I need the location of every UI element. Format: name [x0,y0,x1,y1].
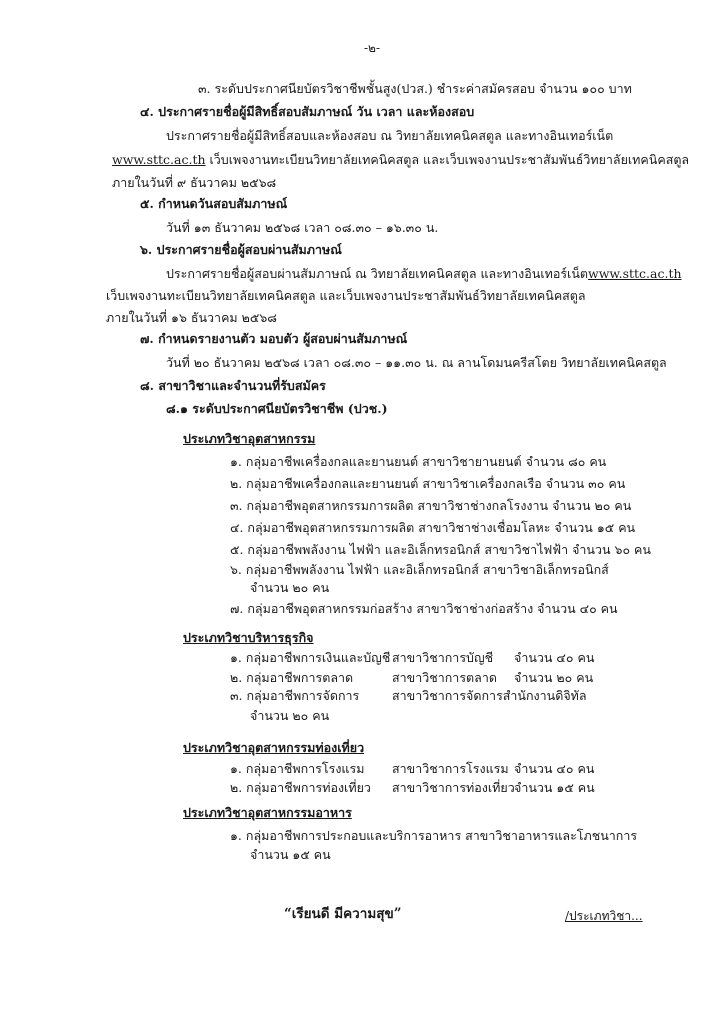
tourism-row-2-group: ๒. กลุ่มอาชีพการท่องเที่ยว [230,780,371,795]
tourism-row-2-count: จำนวน ๑๕ คน [514,780,595,795]
tourism-row-2-major: สาขาวิชาการท่องเที่ยว [392,780,515,795]
food-line-2: จำนวน ๑๕ คน [250,847,331,862]
industry-line-5: ๕. กลุ่มอาชีพพลังงาน ไฟฟ้า และอิเล็กทรอนิกส์ สาขาวิชาไฟฟ้า จำนวน ๖๐ คน [230,542,651,557]
slogan: “เรียนดี มีความสุข” [284,906,402,922]
page-number: -๒- [364,41,381,55]
tourism-row-1-count: จำนวน ๔๐ คน [514,761,595,776]
industry-line-6-count: จำนวน ๒๐ คน [250,580,330,595]
industry-line-3: ๓. กลุ่มอาชีพอุตสาหกรรมการผลิต สาขาวิชาช่างกลโรงงาน จำนวน ๒๐ คน [230,498,632,513]
food-line-1: ๑. กลุ่มอาชีพการประกอบและบริการอาหาร สาขาวิชาอาหารและโภชนาการ [230,828,638,843]
industry-line-1: ๑. กลุ่มอาชีพเครื่องกลและยานยนต์ สาขาวิชายานยนต์ จำนวน ๘๐ คน [230,454,607,469]
website-link[interactable]: www.sttc.ac.th [112,152,206,167]
industry-line-7: ๗. กลุ่มอาชีพอุตสาหกรรมก่อสร้าง สาขาวิชาช่างก่อสร้าง จำนวน ๔๐ คน [230,601,618,616]
section-4-line-1: ประกาศรายชื่อผู้มีสิทธิ์สอบและห้องสอบ ณ วิทยาลัยเทคนิคสตูล และทางอินเทอร์เน็ต [166,128,614,143]
industry-line-2: ๒. กลุ่มอาชีพเครื่องกลและยานยนต์ สาขาวิชาเครื่องกลเรือ จำนวน ๓๐ คน [230,476,626,491]
section-4-line-3: ภายในวันที่ ๙ ธันวาคม ๒๕๖๘ [112,175,277,190]
section-6-line-3: ภายในวันที่ ๑๖ ธันวาคม ๒๕๖๘ [106,310,277,325]
business-row-1-count: จำนวน ๔๐ คน [514,650,595,665]
section-4-line-2 [112,152,689,168]
business-title: ประเภทวิชาบริหารธุรกิจ [183,630,314,645]
food-title: ประเภทวิชาอุตสาหกรรมอาหาร [183,805,352,820]
business-row-2-count: จำนวน ๒๐ คน [514,670,594,685]
business-row-2-group: ๒. กลุ่มอาชีพการตลาด [230,670,354,685]
industry-line-6: ๖. กลุ่มอาชีพพลังงาน ไฟฟ้า และอิเล็กทรอนิกส์ สาขาวิชาอิเล็กทรอนิกส์ [230,562,609,577]
section-7-line-1: วันที่ ๒๐ ธันวาคม ๒๕๖๘ เวลา ๐๘.๓๐ – ๑๑.๓๐ น. ณ ลานโดมนครีสโตย วิทยาลัยเทคนิคสตูล [166,355,667,370]
section-5-line-1: วันที่ ๑๓ ธันวาคม ๒๕๖๘ เวลา ๐๘.๓๐ – ๑๖.๓๐ น. [166,220,439,235]
continue-marker: /ประเภทวิชา... [565,909,643,923]
industry-title: ประเภทวิชาอุตสาหกรรม [183,431,316,446]
item-3-line: ๓. ระดับประกาศนียบัตรวิชาชีพชั้นสูง(ปวส.) ชำระค่าสมัครสอบ จำนวน ๑๐๐ บาท [198,81,632,96]
section-5-heading: ๕. กำหนดวันสอบสัมภาษณ์ [140,196,288,211]
tourism-title: ประเภทวิชาอุตสาหกรรมท่องเที่ยว [183,740,365,755]
business-row-3-count: จำนวน ๒๐ คน [250,708,330,723]
business-row-1-group: ๑. กลุ่มอาชีพการเงินและบัญชี [230,650,391,665]
business-row-3-major: สาขาวิชาการจัดการสำนักงานดิจิทัล [392,688,587,703]
tourism-row-1-group: ๑. กลุ่มอาชีพการโรงแรม [230,761,365,776]
industry-line-4: ๔. กลุ่มอาชีพอุตสาหกรรมการผลิต สาขาวิชาช่างเชื่อมโลหะ จำนวน ๑๕ คน [230,520,636,535]
tourism-row-1-major: สาขาวิชาการโรงแรม [392,761,509,776]
website-link-2[interactable]: www.sttc.ac.th [588,266,682,281]
business-row-1-major: สาขาวิชาการบัญชี [392,650,494,665]
section-6-line-1 [166,266,682,282]
section-6-line-1-text: ประกาศรายชื่อผู้สอบผ่านสัมภาษณ์ ณ วิทยาลัยเทคนิคสตูล และทางอินเทอร์เน็ต [166,266,588,281]
section-4-line-2-rest: เว็บเพจงานทะเบียนวิทยาลัยเทคนิคสตูล และเว็บเพจงานประชาสัมพันธ์วิทยาลัยเทคนิคสตูล [205,152,690,167]
section-8-sub: ๘.๑ ระดับประกาศนียบัตรวิชาชีพ (ปวช.) [166,401,388,416]
business-row-3-group: ๓. กลุ่มอาชีพการจัดการ [230,688,360,703]
section-6-heading: ๖. ประกาศรายชื่อผู้สอบผ่านสัมภาษณ์ [140,242,342,257]
section-8-heading: ๘. สาขาวิชาและจำนวนที่รับสมัคร [140,378,326,393]
business-row-2-major: สาขาวิชาการตลาด [392,670,497,685]
section-7-heading: ๗. กำหนดรายงานตัว มอบตัว ผู้สอบผ่านสัมภาษณ์ [140,331,408,346]
section-4-heading: ๔. ประกาศรายชื่อผู้มีสิทธิ์สอบสัมภาษณ์ วัน เวลา และห้องสอบ [140,104,475,119]
section-6-line-2: เว็บเพจงานทะเบียนวิทยาลัยเทคนิคสตูล และเว็บเพจงานประชาสัมพันธ์วิทยาลัยเทคนิคสตูล [106,288,586,303]
